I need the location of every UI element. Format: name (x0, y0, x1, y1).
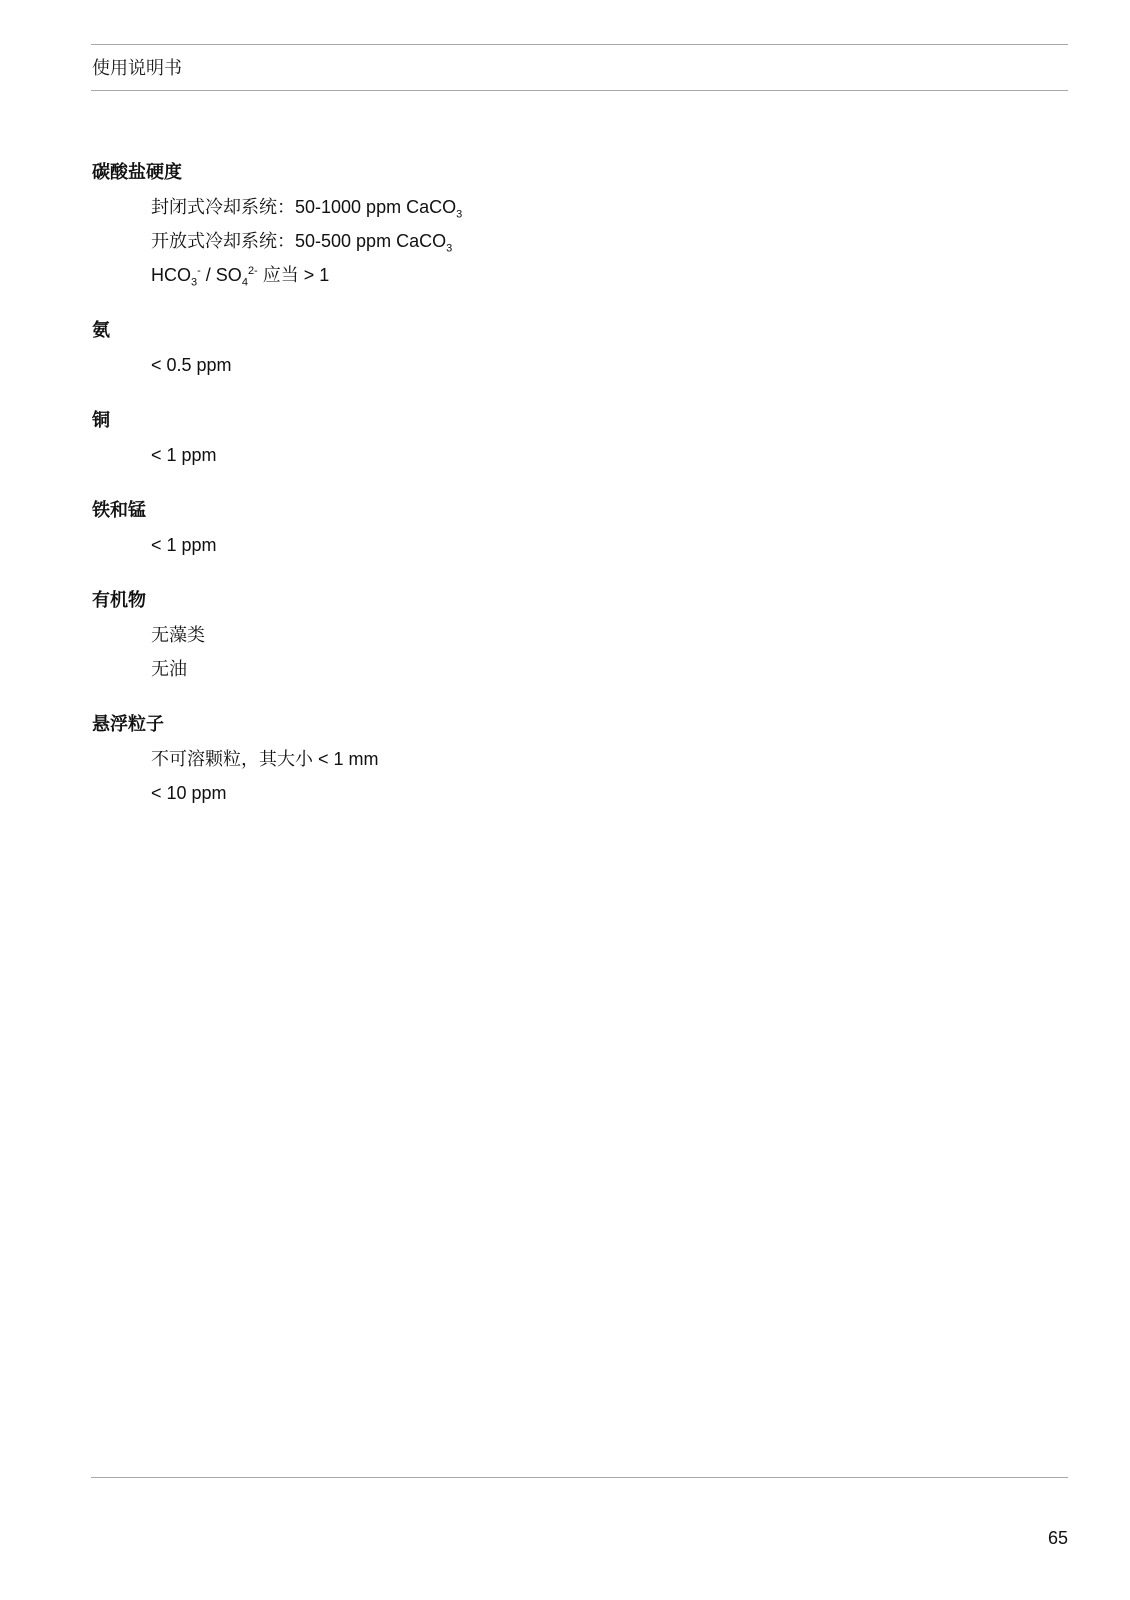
spec-line (151, 528, 1062, 562)
line-text: < 0.5 ppm (151, 355, 232, 375)
subscript-text: 3 (191, 276, 198, 289)
spec-line (151, 190, 1062, 224)
section-title: 氨 (92, 320, 110, 340)
section-title: 有机物 (92, 590, 146, 610)
line-text: 封闭式冷却系统：50-1000 ppm CaCO (151, 197, 457, 217)
subscript-text: 4 (241, 276, 248, 289)
spec-line (151, 348, 1062, 382)
subscript-text: 3 (456, 208, 463, 221)
spec-line (151, 652, 1062, 686)
section-title: 悬浮粒子 (92, 714, 164, 734)
superscript-text: 2- (247, 265, 258, 277)
document-body (92, 160, 1062, 836)
page-number: 65 (1047, 1528, 1068, 1548)
section (92, 498, 1062, 562)
section (92, 408, 1062, 472)
line-text: < 1 ppm (151, 535, 217, 555)
line-text: 应当 > 1 (257, 265, 330, 285)
line-text: HCO (151, 265, 191, 285)
line-text: < 10 ppm (151, 783, 227, 803)
section (92, 160, 1062, 292)
header-title: 使用说明书 (92, 58, 182, 78)
line-text: / SO (200, 265, 242, 285)
line-text: < 1 ppm (151, 445, 217, 465)
superscript-text: - (197, 265, 201, 277)
spec-line (151, 618, 1062, 652)
section (92, 712, 1062, 810)
spec-line (151, 776, 1062, 810)
spec-line (151, 438, 1062, 472)
line-text: 无藻类 (151, 625, 205, 645)
spec-line (151, 258, 1062, 292)
section (92, 318, 1062, 382)
spec-line (151, 742, 1062, 776)
header-bottom-rule (91, 90, 1068, 91)
header-top-rule (91, 44, 1068, 45)
section (92, 588, 1062, 686)
line-text: 开放式冷却系统：50-500 ppm CaCO (151, 231, 447, 251)
line-text: 无油 (151, 659, 187, 679)
footer-rule (91, 1477, 1068, 1478)
spec-line (151, 224, 1062, 258)
section-title: 碳酸盐硬度 (92, 162, 182, 182)
section-title: 铁和锰 (92, 500, 146, 520)
section-title: 铜 (92, 410, 110, 430)
line-text: 不可溶颗粒，其大小 < 1 mm (151, 749, 379, 769)
subscript-text: 3 (446, 242, 453, 255)
